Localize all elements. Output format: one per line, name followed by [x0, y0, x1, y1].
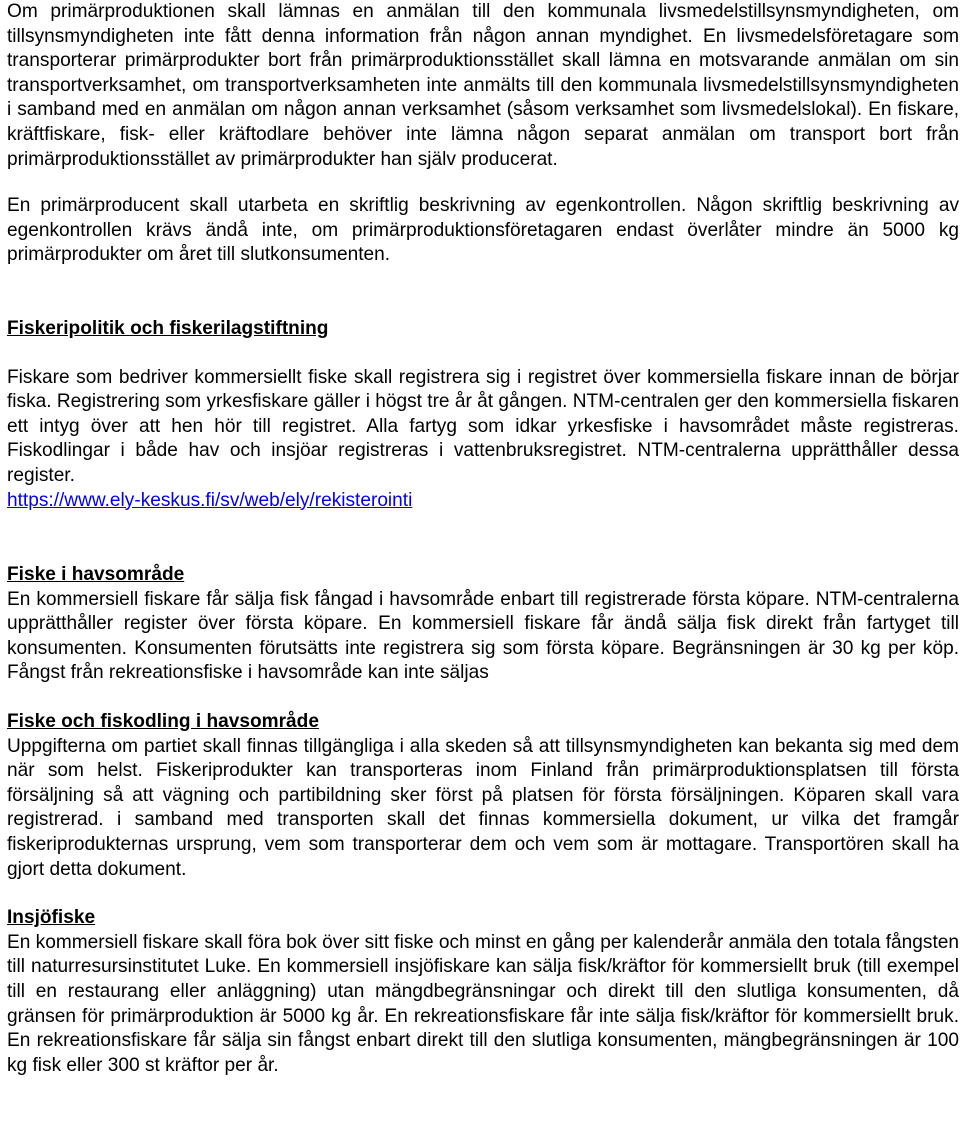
- fishery-policy-text: Fiskare som bedriver kommersiellt fiske skall registrera sig i registret över kommersiella fiskare innan de börjar fiska. Registrering som yrkesfiskare gäller i högst tre år åt gången. NTM-centralen ger den kommersiella fiskaren ett intyg över att hen hör till registret. Alla fartyg som idkar yrkesfiske i havsområdet måste registreras. Fiskodlingar i både hav och insjöar registreras i vattenbruksregistret. NTM-centralerna upprätthåller dessa register.: [7, 366, 959, 486]
- spacer: [7, 513, 959, 563]
- spacer: [7, 268, 959, 317]
- spacer: [7, 686, 959, 710]
- paragraph-fishery-policy: [7, 366, 959, 514]
- spacer: [7, 172, 959, 194]
- spacer: [7, 342, 959, 366]
- paragraph-self-control: En primärproducent skall utarbeta en skriftlig beskrivning av egenkontrollen. Någon skriftlig beskrivning av egenkontrollen krävs ändå inte, om primärproduktionsföretagaren endast överlåter mindre än 5000 kg primärprodukter om året till slutkonsumenten.: [7, 195, 959, 266]
- heading-inland-fishing: Insjöfiske: [7, 907, 96, 929]
- paragraph-notification: Om primärproduktionen skall lämnas en anmälan till den kommunala livsmedelstillsynsmyndigheten, om tillsynsmyndigheten inte fått denna information från någon annan myndighet. En livsmedelsföretagare som transporterar primärprodukter bort från primärproduktionsstället skall lämna en motsvarande anmälan om sin transportverksamhet, om transportverksamheten inte anmälts till den kommunala livsmedelstillsynsmyndigheten i samband med en anmälan om någon annan verksamhet (såsom verksamhet som livsmedelslokal). En fiskare, kräftfiskare, fisk- eller kräftodlare behöver inte lämna någon separat anmälan om transport bort från primärproduktionsstället av primärprodukter han själv producerat.: [7, 1, 959, 170]
- registration-link[interactable]: https://www.ely-keskus.fi/sv/web/ely/rekisterointi: [7, 489, 413, 511]
- heading-sea-fishing: Fiske i havsområde: [7, 564, 185, 586]
- heading-fish-farming: Fiske och fiskodling i havsområde: [7, 711, 319, 733]
- paragraph-inland-fishing: En kommersiell fiskare skall föra bok över sitt fiske och minst en gång per kalenderår anmäla den totala fångsten till naturresursinstitutet Luke. En kommersiell insjöfiskare kan sälja fisk/kräftor för kommersiellt bruk (till exempel till en restaurang eller anläggning) utan mängdbegränsningar och direkt till den slutliga konsumenten, då gränsen för primärproduktion är 5000 kg år. En rekreationsfiskare får inte sälja fisk/kräftor för kommersiellt bruk. En rekreationsfiskare får sälja sin fångst enbart direkt till den slutliga konsumenten, mängbegränsningen är 100 kg fisk eller 300 st kräftor per år.: [7, 931, 959, 1076]
- spacer: [7, 882, 959, 906]
- heading-fishery-policy: Fiskeripolitik och fiskerilagstiftning: [7, 317, 329, 339]
- paragraph-fish-farming: Uppgifterna om partiet skall finnas tillgängliga i alla skeden så att tillsynsmyndigheten kan bekanta sig med dem när som helst. Fiskeriprodukter kan transporteras inom Finland från primärproduktionsplatsen till första försäljning så att vägning och partibildning sker först på platsen för första försäljningen. Köparen skall vara registrerad. i samband med transporten skall det finnas kommersiella dokument, ur vilka det framgår fiskeriprodukternas ursprung, vem som transporterar dem och vem som är mottagare. Transportören skall ha gjort detta dokument.: [7, 735, 959, 880]
- paragraph-sea-fishing: En kommersiell fiskare får sälja fisk fångad i havsområde enbart till registrerade första köpare. NTM-centralerna upprätthåller register över första köpare. En kommersiell fiskare får ändå sälja fisk direkt från fartyget till konsumenten. Konsumenten förutsätts inte registrera sig som första köpare. Begränsningen är 30 kg per köp. Fångst från rekreationsfiske i havsområde kan inte säljas: [7, 588, 959, 684]
